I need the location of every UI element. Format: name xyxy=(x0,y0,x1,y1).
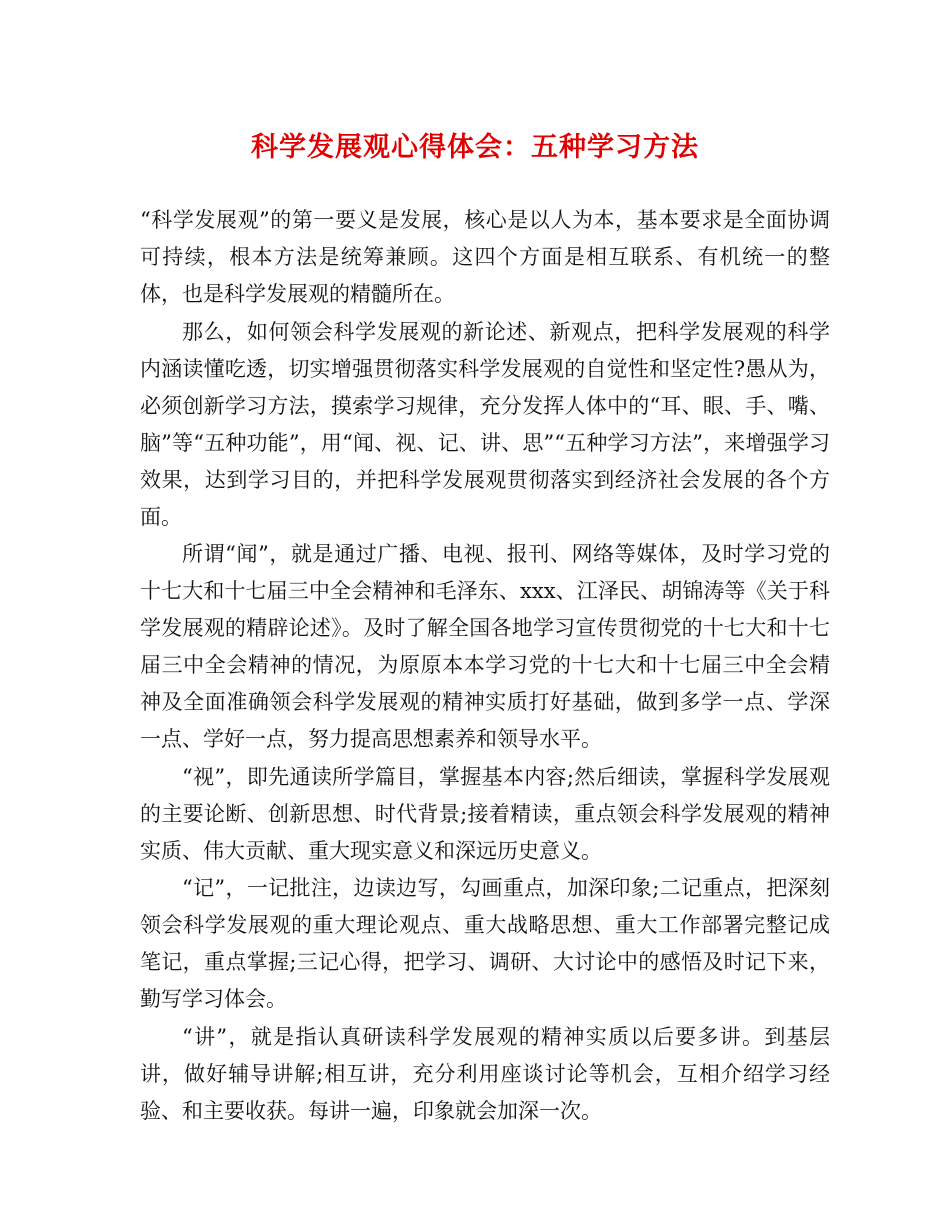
document-body xyxy=(140,202,830,1130)
paragraph-how-to: 那么，如何领会科学发展观的新论述、新观点，把科学发展观的科学内涵读懂吃透，切实增强贯彻落实科学发展观的自觉性和坚定性?愚从为，必须创新学习方法，摸索学习规律，充分发挥人体中的“耳、眼、手、嘴、脑”等“五种功能”，用“闻、视、记、讲、思”“五种学习方法”，来增强学习效果，达到学习目的，并把科学发展观贯彻落实到经济社会发展的各个方面。 xyxy=(140,319,830,529)
document-title: 科学发展观心得体会：五种学习方法 xyxy=(251,132,699,163)
paragraph-note: “记”，一记批注，边读边写，勾画重点，加深印象;二记重点，把深刻领会科学发展观的重大理论观点、重大战略思想、重大工作部署完整记成笔记，重点掌握;三记心得，把学习、调研、大讨论中的感悟及时记下来，勤写学习体会。 xyxy=(140,876,830,1011)
paragraph-read: “视”，即先通读所学篇目，掌握基本内容;然后细读，掌握科学发展观的主要论断、创新思想、时代背景;接着精读，重点领会科学发展观的精神实质、伟大贡献、重大现实意义和深远历史意义。 xyxy=(140,764,830,863)
paragraph-intro: “科学发展观”的第一要义是发展，核心是以人为本，基本要求是全面协调可持续，根本方法是统筹兼顾。这四个方面是相互联系、有机统一的整体，也是科学发展观的精髓所在。 xyxy=(140,208,830,306)
paragraph-listen: 所谓“闻”，就是通过广播、电视、报刊、网络等媒体，及时学习党的十七大和十七届三中全会精神和毛泽东、xxx、江泽民、胡锦涛等《关于科学发展观的精辟论述》。及时了解全国各地学习宣传贯彻党的十七大和十七届三中全会精神的情况，为原原本本学习党的十七大和十七届三中全会精神及全面准确领会科学发展观的精神实质打好基础，做到多学一点、学深一点、学好一点，努力提高思想素养和领导水平。 xyxy=(140,542,830,751)
paragraph-speak: “讲”，就是指认真研读科学发展观的精神实质以后要多讲。到基层讲，做好辅导讲解;相互讲，充分利用座谈讨论等机会，互相介绍学习经验、和主要收获。每讲一遍，印象就会加深一次。 xyxy=(140,1024,830,1123)
